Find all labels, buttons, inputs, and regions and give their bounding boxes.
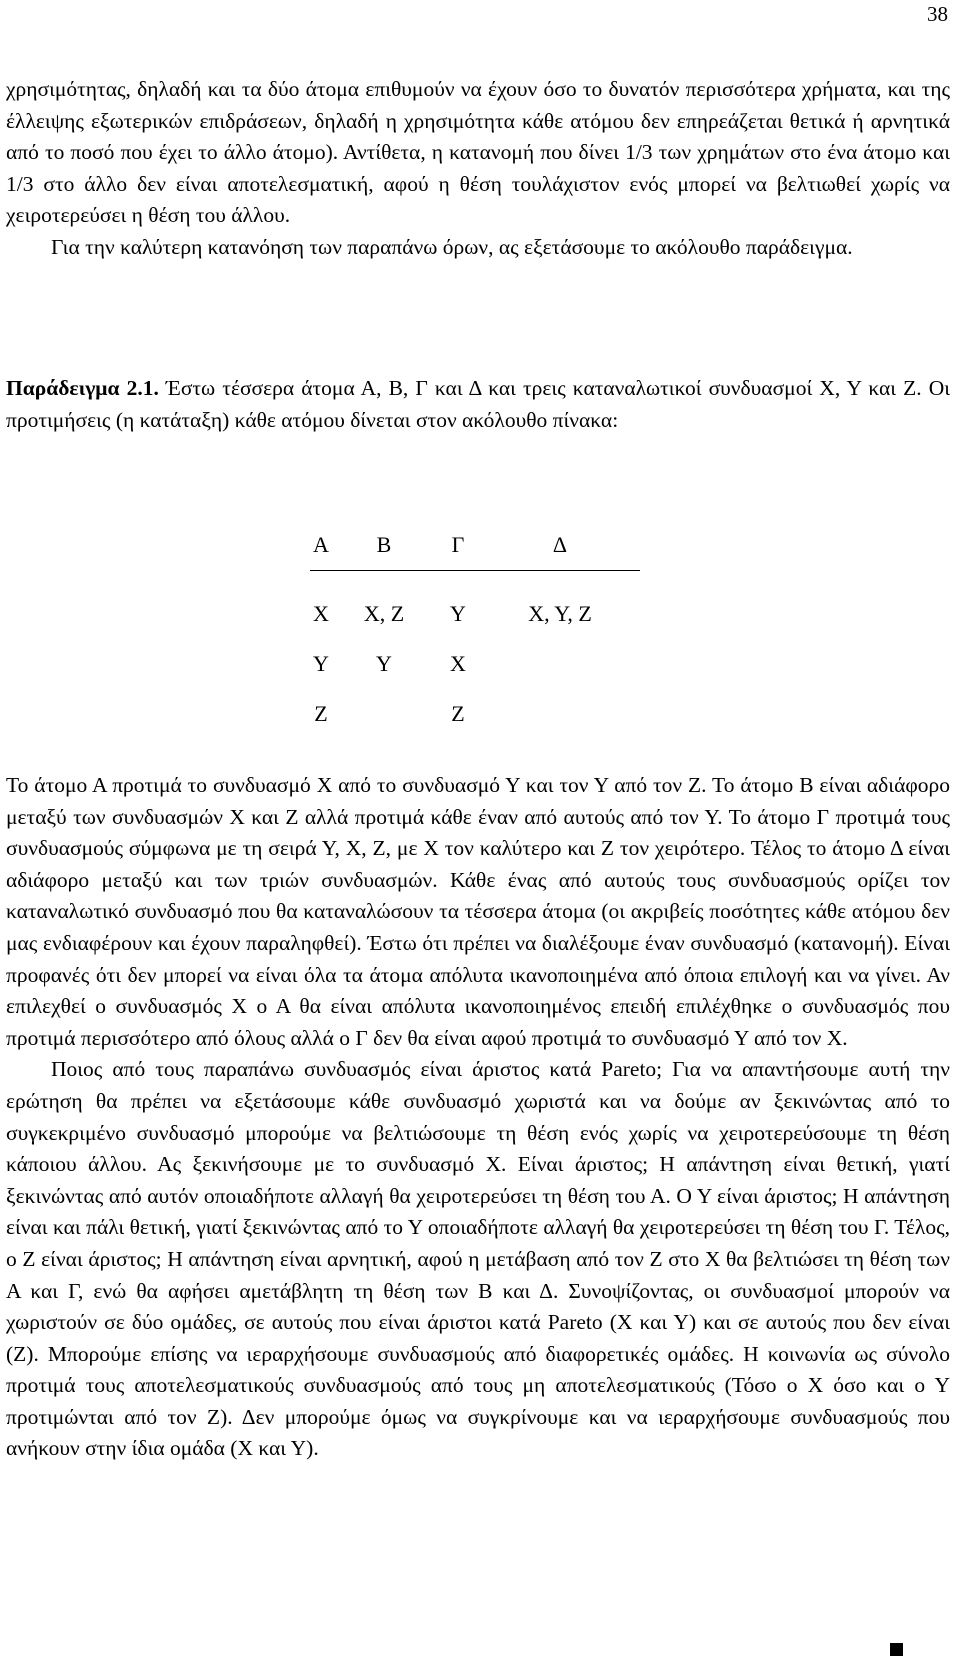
discussion-paragraph-1: Το άτομο Α προτιμά το συνδυασμό Χ από το συνδυασμό Υ και τον Υ από τον Ζ. Το άτομο Β είναι αδιάφορο μεταξύ των συνδυασμών Χ και Ζ αλλά προτιμά κάθε έναν από αυτούς από τον Υ. Το άτομο Γ προτιμά τους συνδυασμούς σύμφωνα με τη σειρά Υ, Χ, Ζ, με Χ τον καλύτερο και Ζ τον χειρότερο. Τέλος το άτομο Δ είναι αδιάφορο μεταξύ και των τριών συνδυασμών. Κάθε ένας από αυτούς τους συνδυασμούς ορίζει τον καταναλωτικό συνδυασμό που θα καταναλώσουν τα τέσσερα άτομα (οι ακριβείς ποσότητες κάθε ατόμου δεν μας ενδιαφέρουν και έχουν παραληφθεί). Έστω ότι πρέπει να διαλέξουμε έναν συνδυασμό (κατανομή). Είναι προφανές ότι δεν μπορεί να είναι όλα τα άτομα απόλυτα ικανοποιημένα από όποια επιλογή και να γίνει. Αν επιλεχθεί ο συνδυασμός Χ ο Α θα είναι απόλυτα ικανοποιημένος επειδή επιλέχθηκε ο συνδυασμός που προτιμά περισσότερο από όλους αλλά ο Γ δεν θα είναι αφού προτιμά το συνδυασμό Υ από τον Χ. [6, 773, 950, 1050]
table-cell: Υ [313, 651, 329, 676]
table-cell: Υ [376, 651, 392, 676]
table-cell: Ζ [314, 701, 328, 726]
table-cell: Υ [450, 601, 466, 626]
table-cell: Χ, Υ, Ζ [528, 601, 592, 626]
table-cell: Χ [450, 651, 466, 676]
table-header-cell: Β [332, 520, 436, 571]
table-cell [480, 689, 640, 739]
table-header-cell: Α [310, 520, 332, 571]
table-cell: Ζ [451, 701, 465, 726]
example-paragraph [6, 373, 950, 436]
intro-paragraph-2: Για την καλύτερη κατανόηση των παραπάνω όρων, ας εξετάσουμε το ακόλουθο παράδειγμα. [51, 234, 853, 259]
table-cell: Χ [313, 601, 329, 626]
table-header-cell: Δ [480, 520, 640, 571]
table-row [310, 571, 640, 640]
table-row [310, 639, 640, 689]
example-text: Έστω τέσσερα άτομα Α, Β, Γ και Δ και τρεις καταναλωτικοί συνδυασμοί Χ, Υ και Ζ. Οι προτιμήσεις (η κατάταξη) κάθε ατόμου δίνεται στον ακόλουθο πίνακα: [6, 376, 951, 432]
discussion-paragraph-2: Ποιος από τους παραπάνω συνδυασμός είναι άριστος κατά Pareto; Για να απαντήσουμε αυτή την ερώτηση θα πρέπει να εξετάσουμε κάθε συνδυασμό χωριστά και να δούμε αν ξεκινώντας από το συγκεκριμένο συνδυασμό μπορούμε να βελτιώσουμε τη θέση ενός χωρίς να χειροτερεύσουμε τη θέση κάποιου άλλου. Ας ξεκινήσουμε με το συνδυασμό Χ. Είναι άριστος; Η απάντηση είναι θετική, γιατί ξεκινώντας από αυτόν οποιαδήποτε αλλαγή θα χειροτερεύσει τη θέση του Α. Ο Υ είναι άριστος; Η απάντηση είναι και πάλι θετική, γιατί ξεκινώντας από το Υ οποιαδήποτε αλλαγή θα χειροτερεύσει τη θέση του Γ. Τέλος, ο Ζ είναι άριστος; Η απάντηση είναι αρνητική, αφού η μετάβαση από τον Ζ στο Χ θα βελτιώσει τη θέση των Α και Γ, ενώ θα αφήσει αμετάβλητη τη θέση των Β και Δ. Συνοψίζοντας, οι συνδυασμοί μπορούν να χωριστούν σε δύο ομάδες, σε αυτούς που είναι άριστοι κατά Pareto (Χ και Υ) και σε αυτούς που δεν είναι (Ζ). Μπορούμε επίσης να ιεραρχήσουμε συνδυασμούς από διαφορετικές ομάδες. Η κοινωνία ως σύνολο προτιμά τους αποτελεσματικούς συνδυασμούς από τους μη αποτελεσματικούς (Τόσο ο Χ όσο και ο Υ προτιμώνται από τον Ζ). Δεν μπορούμε όμως να συγκρίνουμε και να ιεραρχήσουμε συνδυασμούς που ανήκουν στην ίδια ομάδα (Χ και Υ). [6, 1057, 950, 1461]
intro-paragraph-1: χρησιμότητας, δηλαδή και τα δύο άτομα επιθυμούν να έχουν όσο το δυνατόν περισσότερα χρήματα, και της έλλειψης εξωτερικών επιδράσεων, δηλαδή η χρησιμότητα κάθε ατόμου δεν επηρεάζεται θετικά ή αρνητικά από το ποσό που έχει το άλλο άτομο). Αντίθετα, η κατανομή που δίνει 1/3 των χρημάτων στο ένα άτομο και 1/3 στο άλλο δεν είναι αποτελεσματική, αφού η θέση τουλάχιστον ενός μπορεί να βελτιωθεί χωρίς να χειροτερεύσει η θέση του άλλου. [6, 77, 950, 228]
preferences-table [310, 520, 640, 739]
table-header-row [310, 520, 640, 571]
end-of-proof-square-icon [890, 1643, 903, 1656]
intro-section [6, 74, 950, 264]
page-number: 38 [927, 2, 948, 26]
example-heading: Παράδειγμα 2.1. [6, 376, 159, 400]
table-cell: Χ, Ζ [363, 601, 405, 626]
table-cell [332, 689, 436, 739]
discussion-section [6, 770, 950, 1465]
example-section [6, 373, 950, 436]
table-header-cell: Γ [436, 520, 480, 571]
table-row [310, 689, 640, 739]
table-cell [480, 639, 640, 689]
